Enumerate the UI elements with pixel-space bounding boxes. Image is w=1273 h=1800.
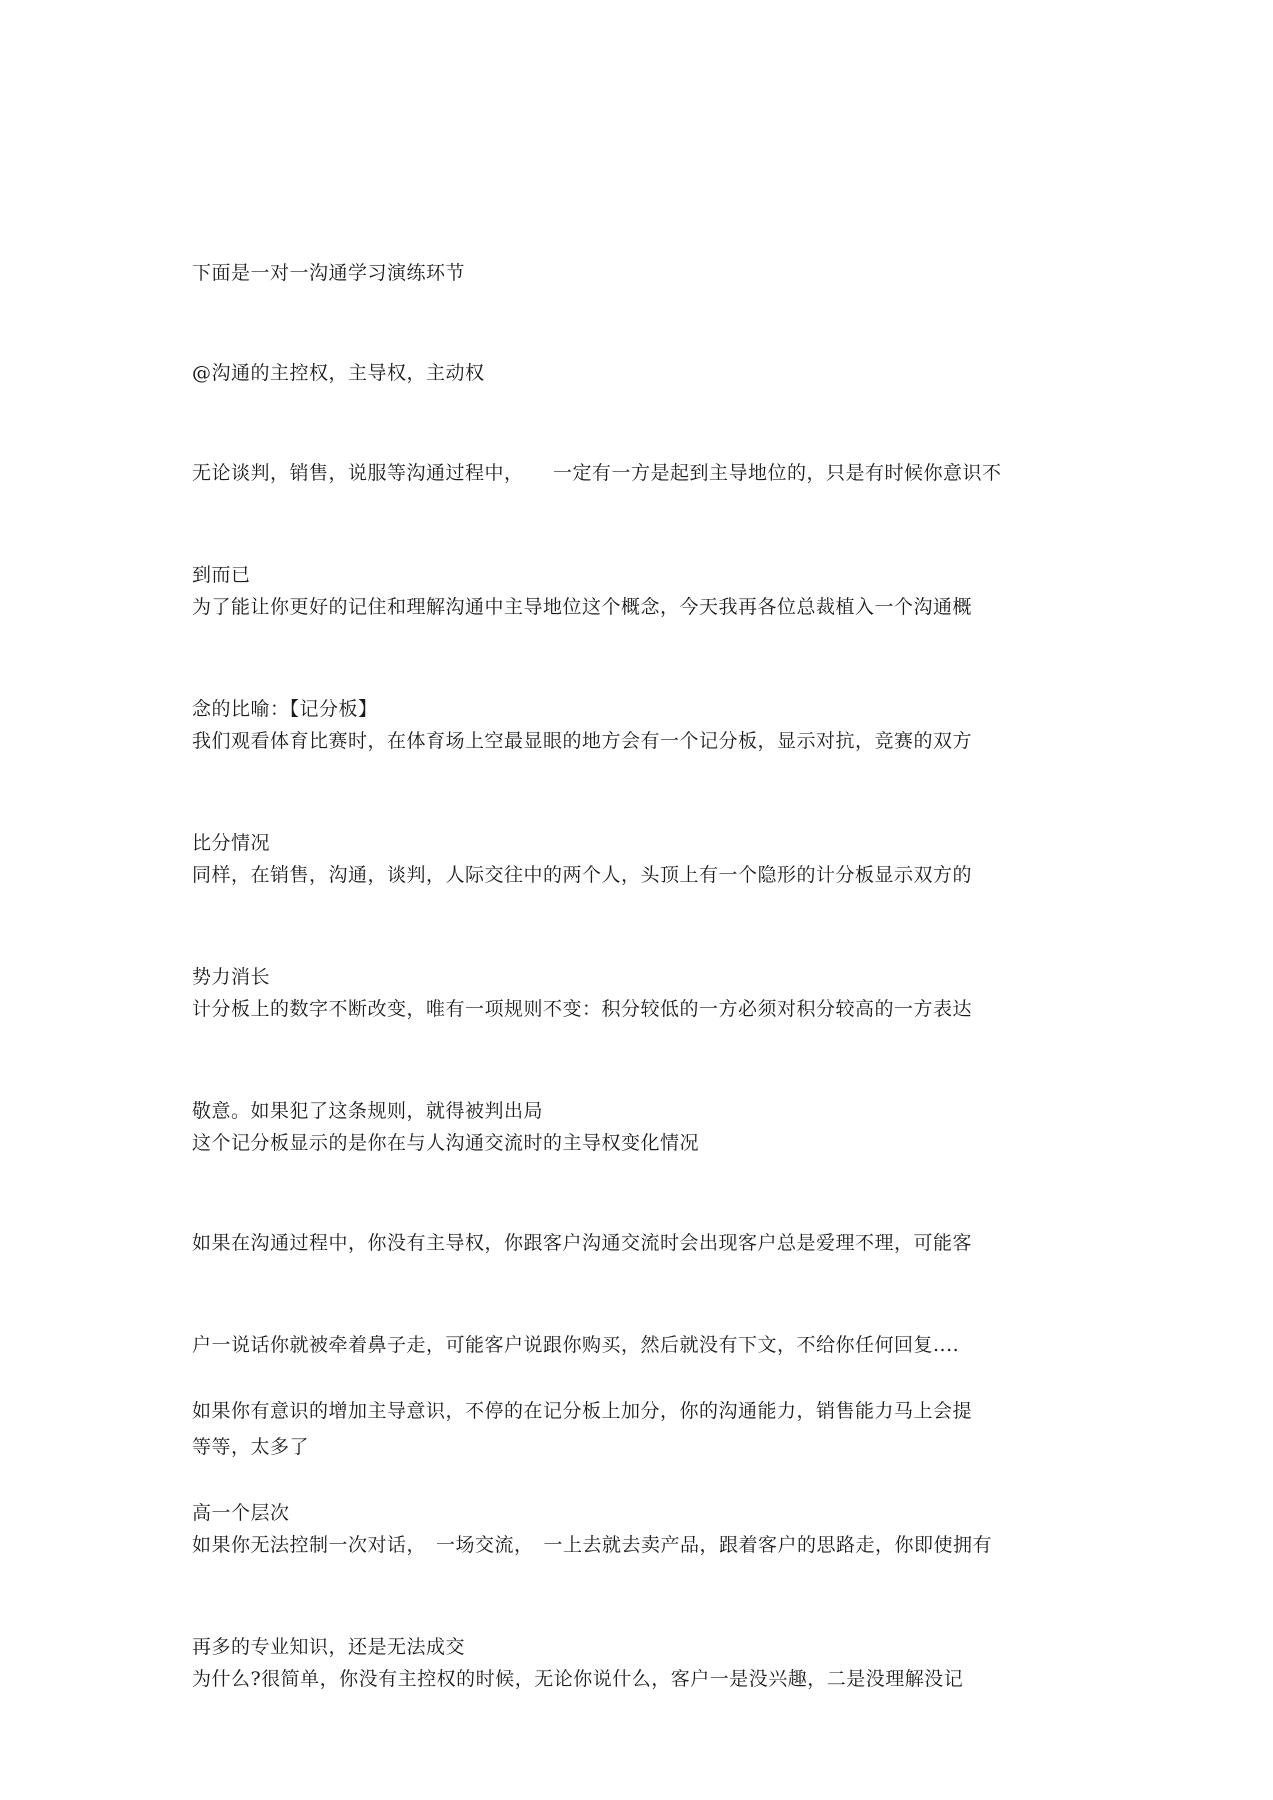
text-line: 等等，太多了 — [192, 1436, 310, 1458]
text-line: 势力消长 — [192, 966, 271, 988]
text-line: 这个记分板显示的是你在与人沟通交流时的主导权变化情况 — [192, 1132, 700, 1154]
text-line: 无论谈判，销售，说服等沟通过程中， 一定有一方是起到主导地位的，只是有时候你意识不 — [192, 462, 1002, 484]
text-line: 念的比喻：【记分板】 — [192, 698, 378, 720]
text-line: 敬意。如果犯了这条规则，就得被判出局 — [192, 1100, 544, 1122]
text-line: 再多的专业知识，还是无法成交 — [192, 1636, 466, 1658]
text-line: 同样，在销售，沟通，谈判，人际交往中的两个人，头顶上有一个隐形的计分板显示双方的 — [192, 864, 973, 886]
text-line: @沟通的主控权，主导权，主动权 — [192, 362, 485, 384]
text-line: 高一个层次 — [192, 1502, 290, 1524]
text-line: 比分情况 — [192, 832, 271, 854]
text-line: 到而已 — [192, 564, 251, 586]
text-line: 为了能让你更好的记住和理解沟通中主导地位这个概念，今天我再各位总裁植入一个沟通概 — [192, 596, 973, 618]
paragraph — [192, 1594, 1092, 1764]
text-line: 下面是一对一沟通学习演练环节 — [192, 262, 466, 284]
text-line: 我们观看体育比赛时，在体育场上空最显眼的地方会有一个记分板，显示对抗，竞赛的双方 — [192, 730, 973, 752]
text-line: 计分板上的数字不断改变，唯有一项规则不变：积分较低的一方必须对积分较高的一方表达 — [192, 998, 973, 1020]
text-line: 为什么?很简单，你没有主控权的时候，无论你说什么，客户一是没兴趣，二是没理解没记 — [192, 1668, 964, 1690]
text-line: 户一说话你就被牵着鼻子走，可能客户说跟你购买，然后就没有下文，不给你任何回复.... — [192, 1334, 960, 1356]
text-line: 如果你无法控制一次对话， 一场交流， 一上去就去卖产品，跟着客户的思路走，你即使拥有 — [192, 1534, 993, 1556]
text-line: 如果在沟通过程中，你没有主导权，你跟客户沟通交流时会出现客户总是爱理不理，可能客 — [192, 1232, 973, 1254]
text-line: 如果你有意识的增加主导意识，不停的在记分板上加分，你的沟通能力，销售能力马上会提 — [192, 1400, 973, 1422]
